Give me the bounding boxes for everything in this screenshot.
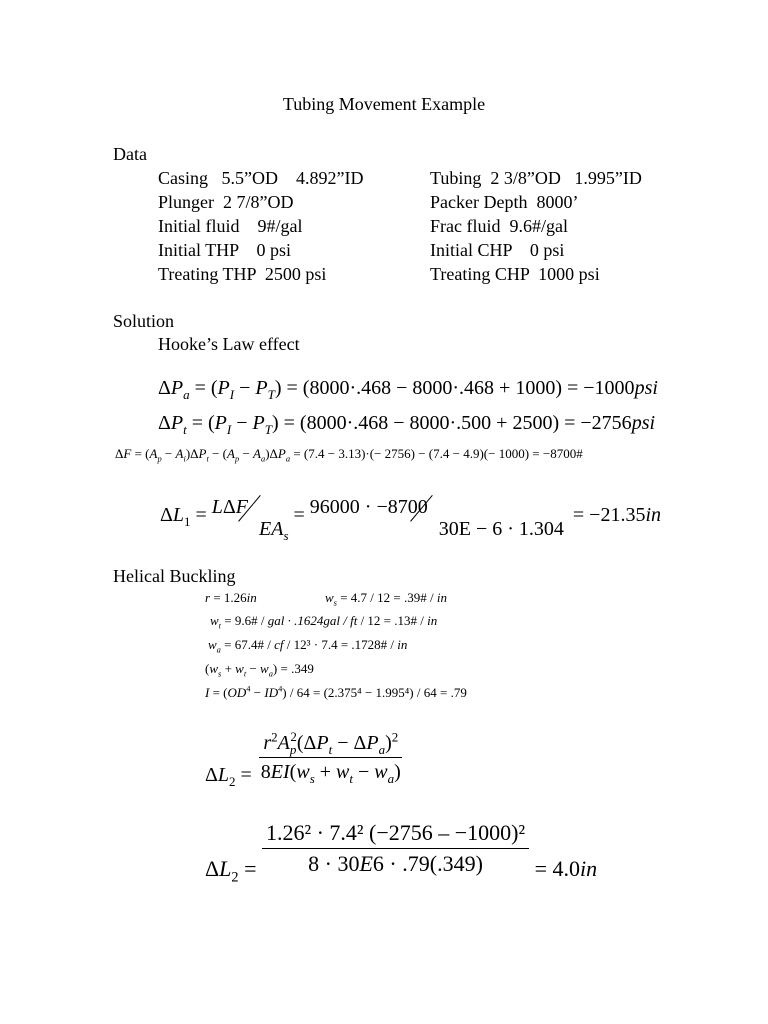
equation-delta-pa: $\Delta P_a = (P_I - P_T) = (8000\cdot.468 - 8000\cdot.468 + 1000) = -1000psi$ (158, 377, 658, 402)
solution-heading: Solution (113, 311, 175, 331)
hb-wa: $w_a$ = 67.4# / cf / 12³ · 7.4 = .1728# / in (208, 637, 408, 655)
data-right-0: Tubing 2 3/8”OD 1.995”ID (430, 168, 642, 188)
equation-delta-pt: $\Delta P_t = (P_I - P_T) = (8000\cdot.468 - 8000\cdot.500 + 2500) = -2756psi$ (158, 412, 656, 437)
fraction-l-delta-f: LΔF $EA_s$ (211, 496, 289, 543)
data-left-2: Initial fluid 9#/gal (158, 216, 303, 236)
equation-delta-l2-formula: $\Delta L_2$ = $\frac{r^2A_p^2(\Delta P_t - \Delta P_a)^2}{8EI(w_s + w_t - w_a)}$ (205, 729, 401, 790)
page-title: Tubing Movement Example (282, 94, 486, 114)
hb-moment-of-inertia: $I = (OD^4 - ID^4) / 64 = (2.375^4 - 1.995^4) / 64 = .79$ (205, 683, 467, 700)
hb-sum: $(w_s + w_t - w_a) = .349$ (205, 661, 314, 679)
equation-delta-l1: $\Delta L_1 = L\Delta F$ $EA_s = 96000 \cdot -8700$ 30E − 6 · 1.304 = −21.35in (160, 496, 662, 543)
data-left-0: Casing 5.5”OD 4.892”ID (158, 168, 364, 188)
hb-ws: $w_s = 4.7 / 12$ = .39# / in (325, 590, 447, 608)
data-left-4: Treating THP 2500 psi (158, 264, 327, 284)
data-right-1: Packer Depth 8000’ (430, 192, 579, 212)
data-right-4: Treating CHP 1000 psi (430, 264, 600, 284)
hookes-heading: Hooke’s Law effect (158, 334, 300, 354)
equation-delta-f: $\Delta F = (A_p - A_i)\Delta P_t - (A_p - A_a)\Delta P_a = (7.4 - 3.13)\cdot(- 2756) - (7.4 - 4.9)(- 1000)$ = −8700# (115, 446, 583, 464)
helical-buckling-heading: Helical Buckling (113, 566, 236, 586)
hb-r: r = 1.26in (205, 590, 257, 605)
data-left-3: Initial THP 0 psi (158, 240, 292, 260)
fraction-l1-values: 96000 · −8700 30E − 6 · 1.304 (309, 496, 564, 540)
data-left-1: Plunger 2 7/8”OD (158, 192, 294, 212)
data-right-3: Initial CHP 0 psi (430, 240, 565, 260)
equation-delta-l2-values: $\Delta L_2$ = $\frac{\text{1.26² · 7.4² (−2756 – −1000)²}}{8 \cdot 30E6 \cdot .79(.349)}$ = 4.0in (205, 820, 598, 885)
hb-wt: $w_t$ = 9.6# / gal · .1624gal / ft / 12 = .13# / in (210, 613, 438, 631)
data-right-2: Frac fluid 9.6#/gal (430, 216, 568, 236)
data-heading: Data (113, 144, 147, 164)
